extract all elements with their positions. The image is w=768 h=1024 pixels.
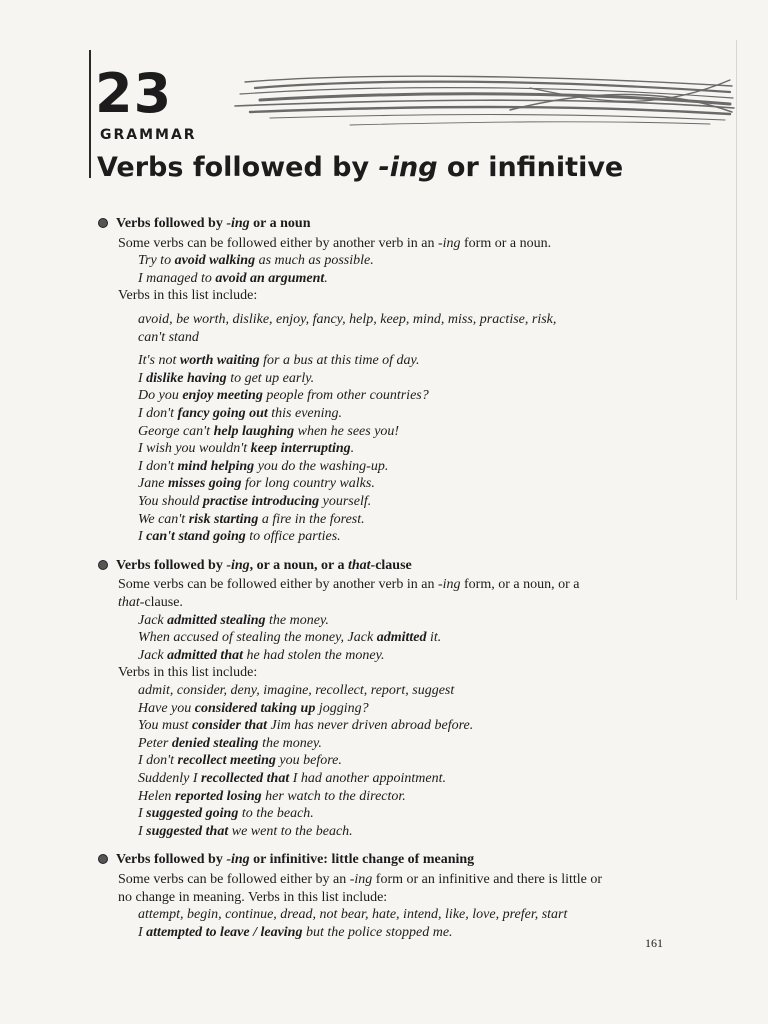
example-line: You should practise introducing yourself. xyxy=(138,494,372,509)
example-line: Helen reported losing her watch to the director. xyxy=(138,788,406,804)
unit-number: 23 xyxy=(95,62,173,125)
example-line: George can't help laughing when he sees you! xyxy=(138,423,400,439)
example-line: We can't risk starting a fire in the forest. xyxy=(138,511,365,527)
example-line: I don't mind helping you do the washing-up. xyxy=(138,458,389,474)
page-title xyxy=(97,148,623,188)
section-heading xyxy=(98,216,311,232)
example-line: I managed to avoid an argument. xyxy=(138,270,328,286)
example-line: When accused of stealing the money, Jack admitted it. xyxy=(138,630,442,646)
bullet-icon xyxy=(98,854,108,864)
example-line: avoid, be worth, dislike, enjoy, fancy, help, keep, mind, miss, practise, risk, xyxy=(138,312,557,327)
example-line: I wish you wouldn't keep interrupting. xyxy=(138,441,355,457)
example-line: It's not worth waiting for a bus at this time of day. xyxy=(138,353,420,369)
explanation-line: Verbs in this list include: xyxy=(118,288,258,304)
example-line: can't stand xyxy=(138,329,199,345)
section-heading xyxy=(98,852,474,868)
explanation-line: Verbs in this list include: xyxy=(118,665,258,681)
section-heading-text: Verbs followed by -ing, or a noun, or a that-clause xyxy=(116,557,412,573)
page-number: 161 xyxy=(645,936,663,950)
bullet-icon xyxy=(98,218,108,228)
example-line: Suddenly I recollected that I had another appointment. xyxy=(138,771,446,786)
title-italic: -ing xyxy=(378,152,438,183)
example-line: I suggested that we went to the beach. xyxy=(138,823,353,839)
section-heading-text: Verbs followed by -ing or infinitive: little change of meaning xyxy=(116,852,475,868)
example-line: I can't stand going to office parties. xyxy=(138,529,341,545)
example-line: attempt, begin, continue, dread, not bear, hate, intend, like, love, prefer, start xyxy=(138,907,568,923)
example-line: Jack admitted that he had stolen the money. xyxy=(138,647,385,663)
section-label: GRAMMAR xyxy=(100,127,197,143)
example-line: admit, consider, deny, imagine, recollect, report, suggest xyxy=(138,683,455,698)
section-heading xyxy=(98,558,412,574)
bullet-icon xyxy=(98,560,108,570)
example-line: Do you enjoy meeting people from other countries? xyxy=(138,388,429,404)
explanation-line: no change in meaning. Verbs in this list include: xyxy=(118,889,388,905)
example-line: I suggested going to the beach. xyxy=(138,806,314,822)
example-line: Peter denied stealing the money. xyxy=(138,735,322,751)
explanation-line: Some verbs can be followed either by another verb in an -ing form, or a noun, or a xyxy=(118,577,580,593)
explanation-line: Some verbs can be followed either by another verb in an -ing form or a noun. xyxy=(118,235,552,251)
example-line: Jane misses going for long country walks. xyxy=(138,476,375,492)
example-line: I attempted to leave / leaving but the police stopped me. xyxy=(138,924,453,940)
example-line: I don't fancy going out this evening. xyxy=(138,406,343,421)
page-edge-line xyxy=(736,40,737,600)
example-line: Jack admitted stealing the money. xyxy=(138,612,329,628)
title-text: Verbs followed by xyxy=(97,152,379,183)
explanation-line: that-clause. xyxy=(118,595,183,610)
example-line: You must consider that Jim has never driven abroad before. xyxy=(138,718,474,734)
explanation-line: Some verbs can be followed either by an -ing form or an infinitive and there is little or xyxy=(118,872,603,887)
example-line: Have you considered taking up jogging? xyxy=(138,700,369,716)
title-text-end: or infinitive xyxy=(437,152,624,183)
example-line: I dislike having to get up early. xyxy=(138,370,315,386)
decorative-swoosh xyxy=(230,70,735,140)
section-heading-text: Verbs followed by -ing or a noun xyxy=(116,216,311,231)
example-line: I don't recollect meeting you before. xyxy=(138,753,342,769)
example-line: Try to avoid walking as much as possible. xyxy=(138,253,374,269)
margin-rule xyxy=(89,50,91,178)
